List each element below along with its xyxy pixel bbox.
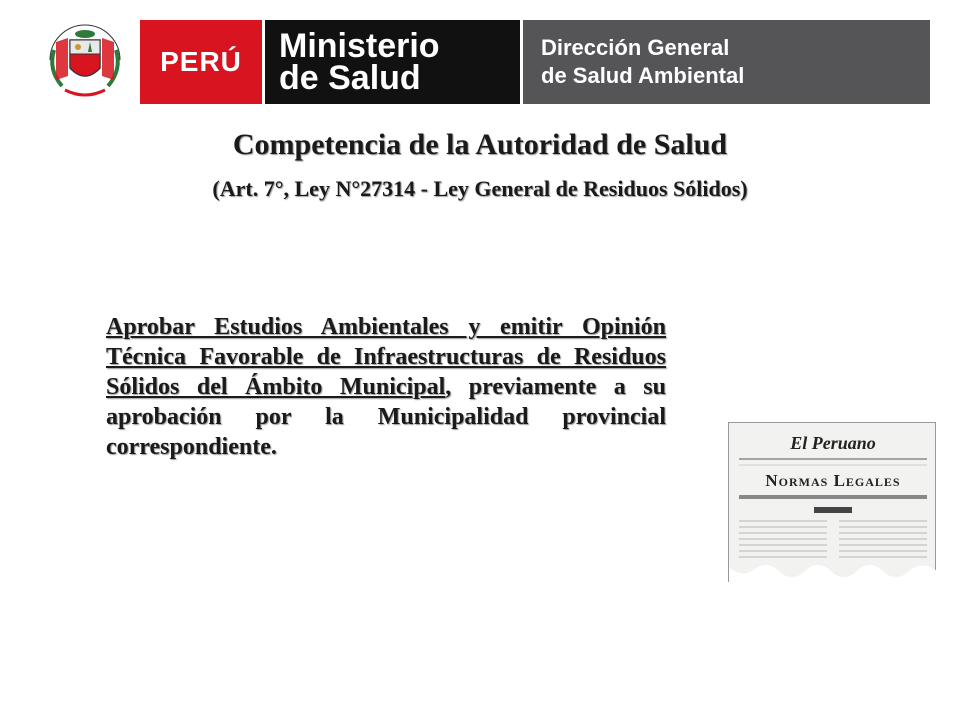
header-banner xyxy=(0,0,960,120)
direccion-line-1: Dirección General xyxy=(541,35,730,60)
slide-title: Competencia de la Autoridad de Salud xyxy=(232,128,728,161)
body-paragraph xyxy=(106,312,666,462)
newspaper-section: Normas Legales xyxy=(765,471,901,490)
slide-subtitle: (Art. 7°, Ley N°27314 - Ley General de Residuos Sólidos) xyxy=(212,176,748,201)
coat-of-arms-icon xyxy=(40,20,130,104)
peru-label: PERÚ xyxy=(160,46,242,77)
direccion-line-2: de Salud Ambiental xyxy=(541,63,745,88)
ministerio-block xyxy=(262,20,520,104)
newspaper-image xyxy=(724,418,940,586)
ministerio-line-1: Ministerio xyxy=(279,27,440,65)
direccion-block xyxy=(523,20,930,104)
peru-label-block xyxy=(140,20,262,104)
body-rest-text: , previamente a su aprobación por la Municipalidad provincial correspondiente. xyxy=(106,374,666,460)
newspaper-masthead: El Peruano xyxy=(790,433,876,453)
newspaper-page xyxy=(728,422,936,582)
body-underlined-text: Aprobar Estudios Ambientales y emitir Opinión Técnica Favorable de Infraestructuras de Residuos Sólidos del Ámbito Municipal xyxy=(106,314,666,400)
ministerio-line-2: de Salud xyxy=(279,59,421,97)
